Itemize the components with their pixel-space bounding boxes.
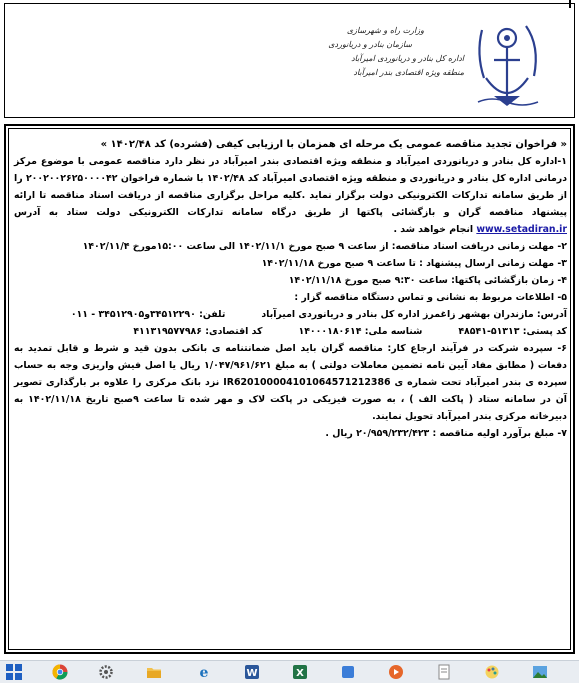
letterhead-text — [164, 24, 464, 80]
svg-text:W: W — [246, 668, 258, 679]
setad-website-link[interactable]: www.setadiran.ir — [476, 224, 567, 235]
word-icon[interactable] — [244, 664, 260, 680]
notice-item-3: ۳- مهلت زمانی ارسال پیشنهاد : تا ساعت ۹ صبح مورخ ۱۴۰۲/۱۱/۱۸ — [261, 258, 567, 269]
notice-frame — [4, 124, 575, 654]
address-text: آدرس: مازندران بهشهر زاغمرز اداره کل بنادر و دریانوردی امیرآباد — [261, 309, 567, 320]
letterhead — [4, 3, 575, 118]
windows-taskbar — [0, 660, 579, 683]
notice-item-4: ۴- زمان بازگشائی پاکتها: ساعت ۹:۳۰ صبح مورخ ۱۴۰۲/۱۱/۱۸ — [288, 275, 567, 286]
notice-item-6 — [14, 340, 567, 425]
ports-anchor-logo-icon — [474, 16, 544, 111]
notice-item-5: ۵- اطلاعات مربوط به نشانی و تماس دستگاه مناقصه گزار : — [294, 292, 567, 303]
excel-icon[interactable] — [292, 664, 308, 680]
national-id-text: شناسه ملی: ۱۴۰۰۰۱۸۰۶۱۴ — [298, 326, 423, 337]
settings-gear-icon[interactable] — [98, 664, 114, 680]
svg-text:X: X — [296, 668, 304, 679]
notice-title: « فراخوان تجدید مناقصه عمومی یک مرحله ای همزمان با ارزیابی کیفی (فشرده) کد ۱۴۰۲/۴۸ » — [100, 139, 567, 150]
file-explorer-icon[interactable] — [146, 664, 162, 680]
media-icon[interactable] — [388, 664, 404, 680]
app-icon[interactable] — [340, 664, 356, 680]
economic-code-text: کد اقتصادی: ۴۱۱۳۱۹۵۷۷۹۸۶ — [133, 326, 263, 337]
contact-codes-row — [14, 323, 567, 340]
notice-body — [14, 136, 567, 442]
contact-address-row — [14, 306, 567, 323]
document-viewer-icon[interactable] — [436, 664, 452, 680]
paint-icon[interactable] — [484, 664, 500, 680]
header-line-ministry: وزارت راه و شهرسازی — [346, 26, 424, 35]
postal-code-text: کد پستی: ۵۱۳۱۳-۴۸۵۴۱ — [458, 326, 567, 337]
item1-text: ۱-اداره کل بنادر و دریانوردی امیرآباد و منطقه ویژه اقتصادی بندر امیرآباد در نظر دارد مناقصه عمومی با موضوع مرکز درمانی اداره کل بنادر و دریانوردی و منطقه ویژه اقتصادی امیرآباد کد ۱۴۰۲/۴۸ با شماره فراخوان ۲۰۰۲۰۰۲۶۲۵۰۰۰۰۴۲ را از طریق سامانه تدارکات الکترونیکی دولت برگزار نماید .کلیه مراحل برگزاری مناقصه از دریافت اسناد مناقصه تا ارائه پیشنهاد مناقصه گران و بازگشائی پاکتها از طریق درگاه سامانه تدارکات الکترونیکی دولت ستاد به آدرس — [14, 156, 568, 218]
item6-text-end: نزد بانک مرکزی را علاوه بر بارگذاری تصویر آن در سامانه ستاد ( پاکت الف ) ، به صورت فیزیکی در پاکت لاک و مهر شده تا ساعت ۹صبح تاریخ ۱۴۰۲/۱۱/۱۸ به دبیرخانه مرکزی بندر امیرآباد تحویل نمایند. — [14, 377, 567, 422]
phone-text: تلفن: ۳۴۵۱۲۲۹۰و۳۴۵۱۲۹۰۵ - ۰۱۱ — [70, 309, 226, 320]
header-line-economic-zone: منطقه ویژه اقتصادی بندر امیرآباد — [353, 68, 464, 77]
item1-text-end: انجام خواهد شد . — [393, 224, 474, 235]
item6-text: ۶- سپرده شرکت در فرآیند ارجاع کار: مناقصه گران باید اصل ضمانتنامه ی بانکی بدون قید و شرط و قابل تمدید به دفعات ( مطابق مفاد آیین نامه تضمین معاملات دولتی ) به مبلغ ۱/۰۴۷/۹۶۱/۶۲۱ ریال یا اصل فیش واریزی وجه به حساب سپرده ی بندر امیرآباد تحت شماره ی — [14, 343, 568, 388]
iban-text: IR620100004101064571212386 — [223, 377, 391, 388]
photos-icon[interactable] — [532, 664, 548, 680]
chrome-icon[interactable] — [52, 664, 68, 680]
start-menu-icon[interactable] — [6, 664, 22, 680]
header-line-general-office: اداره کل بنادر و دریانوردی امیرآباد — [351, 54, 464, 63]
notice-item-1 — [14, 153, 567, 238]
header-line-organization: سازمان بنادر و دریانوردی — [328, 40, 412, 49]
text-cursor — [569, 0, 571, 8]
svg-text:e: e — [199, 665, 209, 680]
notice-item-2: ۲- مهلت زمانی دریافت اسناد مناقصه: از ساعت ۹ صبح مورخ ۱۴۰۲/۱۱/۱ الی ساعت ۱۵:۰۰مورخ ۱۴۰۲/۱۱/۴ — [82, 241, 567, 252]
notice-item-7: ۷- مبلغ برآورد اولیه مناقصه : ۲۰/۹۵۹/۲۳۲/۴۲۳ ریال . — [325, 428, 567, 439]
internet-explorer-icon[interactable] — [196, 664, 212, 680]
